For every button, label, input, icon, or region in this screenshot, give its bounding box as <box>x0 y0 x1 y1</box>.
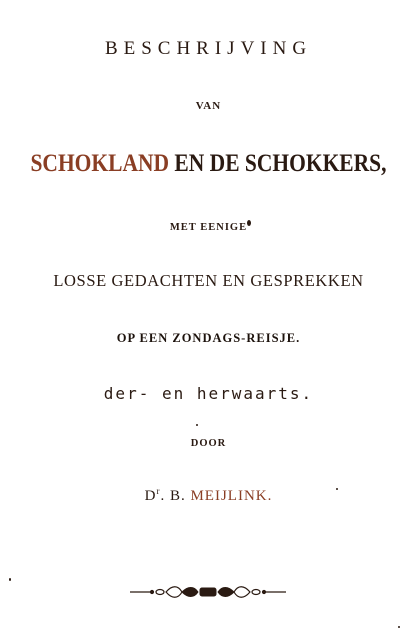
ink-speck <box>9 578 11 581</box>
ink-speck <box>398 626 400 628</box>
subheading-van: VAN <box>195 100 222 112</box>
author-initial: . B. <box>160 488 191 504</box>
ink-speck <box>336 488 338 490</box>
byline-door: DOOR <box>190 438 227 449</box>
ink-speck <box>247 220 251 226</box>
ink-speck <box>196 424 198 426</box>
author-name <box>0 488 417 505</box>
main-title-schokland: SCHOKLAND <box>30 150 170 177</box>
main-title <box>29 150 388 178</box>
subtitle-der-en-herwaarts: der- en herwaarts. <box>103 384 314 403</box>
author-prefix: D <box>144 488 157 504</box>
subtitle-losse-gedachten: LOSSE GEDACHTEN EN GESPREKKEN <box>53 271 364 290</box>
author-sup: r <box>156 486 161 496</box>
subtitle-zondags-reisje: OP EEN ZONDAGS-REISJE. <box>116 331 301 345</box>
main-title-rest: EN DE SCHOKKERS, <box>169 150 387 177</box>
heading-beschrijving: BESCHRIJVING <box>104 38 313 59</box>
subheading-met-eenige: MET EENIGE <box>169 222 248 233</box>
decorative-divider-icon <box>128 583 288 601</box>
author-surname: MEIJLINK. <box>190 488 273 504</box>
